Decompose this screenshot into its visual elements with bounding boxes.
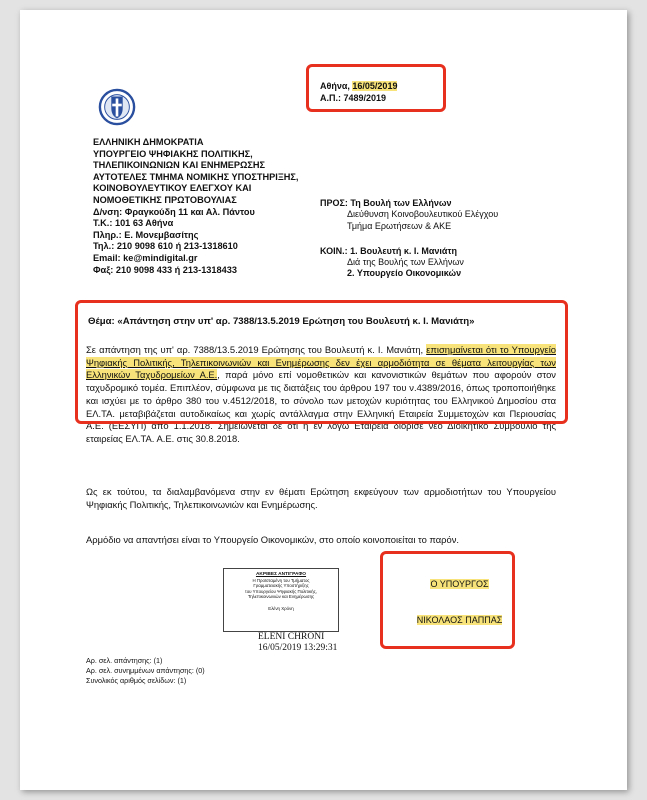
ministry-header [93, 137, 323, 276]
ministry-line: ΚΟΙΝΟΒΟΥΛΕΥΤΙΚΟΥ ΕΛΕΓΧΟΥ ΚΑΙ [93, 183, 252, 194]
to-line: Διεύθυνση Κοινοβουλευτικού Ελέγχου [347, 209, 499, 220]
digital-signature [258, 632, 337, 653]
body-paragraph-2: Ως εκ τούτου, τα διαλαμβανόμενα στην εν θέματι Ερώτηση εκφεύγουν των αρμοδιοτήτων του Υπουργείου Ψηφιακής Πολιτικής, Τηλεπικοινωνιών και Ενημέρωσης. [86, 486, 556, 510]
to-label: ΠΡΟΣ: Τη Βουλή των Ελλήνων [320, 198, 452, 208]
subject-line: Θέμα: «Απάντηση στην υπ' αρ. 7388/13.5.2019 Ερώτηση του Βουλευτή κ. Ι. Μανιάτη» [88, 316, 475, 327]
email-line: Email: ke@mindigital.gr [93, 252, 198, 263]
minister-title: Ο ΥΠΟΥΡΓΟΣ [430, 579, 489, 589]
ministry-line: ΕΛΛΗΝΙΚΗ ΔΗΜΟΚΡΑΤΙΑ [93, 137, 204, 147]
subject-annotation-box [75, 300, 568, 424]
certified-copy-line: Γραμματειακής Υποστήριξης [253, 583, 309, 589]
signer-name: ELENI CHRONI [258, 632, 325, 642]
ministry-line: ΤΗΛΕΠΙΚΟΙΝΩΝΙΩΝ ΚΑΙ ΕΝΗΜΕΡΩΣΗΣ [93, 160, 266, 171]
document-page [20, 10, 627, 790]
contact-person: Πληρ.: Ε. Μονεμβασίτης [93, 229, 199, 240]
ministry-line: ΝΟΜΟΘΕΤΙΚΗΣ ΠΡΩΤΟΒΟΥΛΙΑΣ [93, 194, 237, 205]
ministry-line: ΑΥΤΟΤΕΛΕΣ ΤΜΗΜΑ ΝΟΜΙΚΗΣ ΥΠΟΣΤΗΡΙΞΗΣ, [93, 171, 299, 182]
body-paragraph-3: Αρμόδιο να απαντήσει είναι το Υπουργείο Οικονομικών, στο οποίο κοινοποιείται το παρόν. [86, 534, 460, 545]
greek-emblem-icon [98, 88, 136, 126]
certified-copy-stamp [223, 568, 339, 632]
ministry-line: ΥΠΟΥΡΓΕΙΟ ΨΗΦΙΑΚΗΣ ΠΟΛΙΤΙΚΗΣ, [93, 148, 253, 159]
page-count-meta [86, 656, 205, 686]
cc-label: ΚΟΙΝ.: 1. Βουλευτή κ. Ι. Μανιάτη [320, 245, 457, 256]
place-prefix: Αθήνα, [320, 81, 353, 91]
certified-copy-line: του Υπουργείου Ψηφιακής Πολιτικής, [245, 588, 317, 594]
p1-start: Σε απάντηση της υπ' αρ. 7388/13.5.2019 Ερώτησης του Βουλευτή κ. Ι. Μανιάτη, [86, 344, 427, 355]
certified-copy-name: Ελένη Χρόνη [268, 605, 294, 611]
meta-line: Αρ. σελ. συνημμένων απάντησης: (0) [86, 666, 205, 675]
cc-line: 2. Υπουργείο Οικονομικών [347, 268, 462, 279]
cc-line: Διά της Βουλής των Ελλήνων [347, 257, 464, 268]
certified-copy-line: Τηλεπικοινωνιών και Ενημέρωσης [247, 594, 315, 600]
p1-highlight: επισημαίνεται ότι το Υπουργείο Ψηφιακής Πολιτικής, Τηλεπικοινωνιών και Ενημέρωσης δεν έχει αρμοδιότητα σε θέματα λειτουργίας των Ελληνικών Ταχυδρομείων Α.Ε. [86, 344, 556, 381]
protocol-number: Α.Π.: 7489/2019 [320, 93, 387, 103]
phone-line: Τηλ.: 210 9098 610 ή 213-1318610 [93, 241, 238, 252]
certified-copy-title: ΑΚΡΙΒΕΣ ΑΝΤΙΓΡΑΦΟ [255, 572, 307, 577]
certified-copy-line: Η Προϊσταμένη του Τμήματος [252, 577, 310, 583]
fax-line: Φαξ: 210 9098 433 ή 213-1318433 [93, 264, 237, 275]
address-line: Δ/νση: Φραγκούδη 11 και Αλ. Πάντου [93, 206, 255, 217]
minister-name: ΝΙΚΟΛΑΟΣ ΠΑΠΠΑΣ [416, 615, 503, 625]
postcode-line: Τ.Κ.: 101 63 Αθήνα [93, 218, 174, 229]
minister-annotation-box [380, 551, 515, 649]
to-line: Τμήμα Ερωτήσεων & ΑΚΕ [347, 220, 452, 231]
p1-rest: , παρά μόνο επί νομοθετικών και κανονιστικών θεμάτων που αφορούν στον ταχυδρομικό τομέα. Επιπλέον, σύμφωνα με τις διατάξεις του άρθρου 197 του ν.4389/2016, όπως τροποποιήθηκε και ισχύει με το άρθρο 380 του ν.4512/2018, το σύνολο των μετοχών κυριότητας του Ελληνικού Δημοσίου στα ΕΛ.ΤΑ. μεταβιβάζεται αυτοδικαίως και χωρίς αντάλλαγμα στην Ελληνική Εταιρεία Συμμετοχών και Περιουσίας Α.Ε. (ΕΕΣΥΠ) από 1.1.2018. Σημειώνεται δε ότι η εν λόγω Εταιρεία διόρισε νέο Διοικητικό Συμβούλιο της εταιρείας ΕΛ.ΤΑ. Α.Ε. στις 30.8.2018. [86, 369, 556, 444]
meta-line: Αρ. σελ. απάντησης: (1) [86, 656, 163, 665]
signature-timestamp: 16/05/2019 13:29:31 [258, 642, 338, 653]
date-annotation-box [306, 64, 446, 112]
date-value: 16/05/2019 [352, 81, 398, 91]
meta-line: Συνολικός αριθμός σελίδων: (1) [86, 676, 187, 685]
recipients-block [320, 198, 560, 280]
